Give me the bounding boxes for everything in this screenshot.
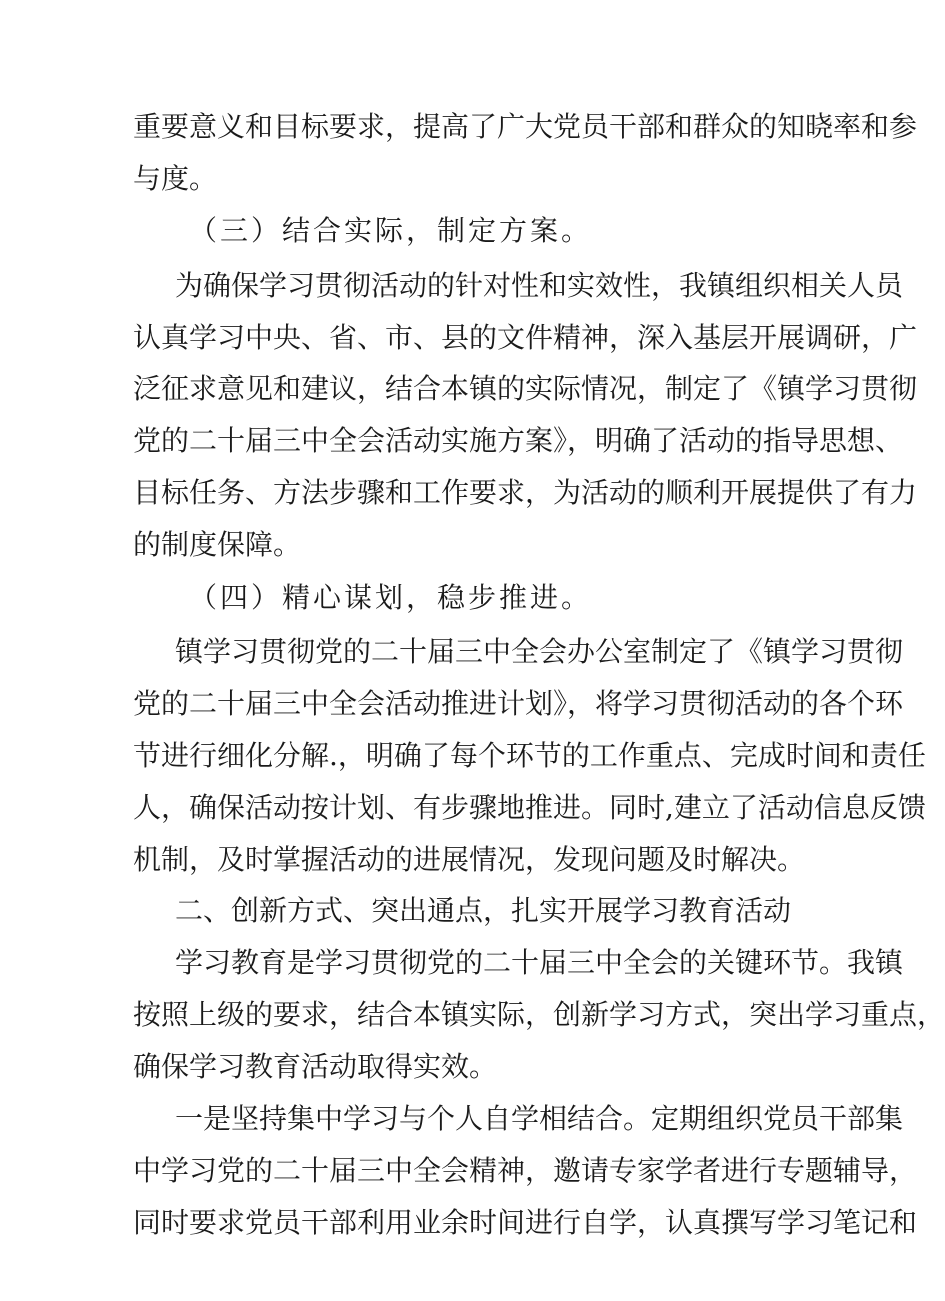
text-line: 与度。 xyxy=(133,162,218,195)
text-line: 为确保学习贯彻活动的针对性和实效性，我镇组织相关人员 xyxy=(175,269,904,302)
text-line: 镇学习贯彻党的二十届三中全会办公室制定了《镇学习贯彻 xyxy=(175,635,904,668)
text-line: 认真学习中央、省、市、县的文件精神，深入基层开展调研，广 xyxy=(133,321,918,354)
text-line: 人，确保活动按计划、有步骤地推进。同时,建立了活动信息反馈 xyxy=(133,791,926,824)
text-line: 重要意义和目标要求，提高了广大党员干部和群众的知晓率和参 xyxy=(133,110,918,143)
text-line: 泛征求意见和建议，结合本镇的实际情况，制定了《镇学习贯彻 xyxy=(133,372,918,405)
text-line: 中学习党的二十届三中全会精神，邀请专家学者进行专题辅导， xyxy=(133,1154,918,1187)
text-line: 确保学习教育活动取得实效。 xyxy=(133,1050,498,1083)
text-line: 党的二十届三中全会活动实施方案》，明确了活动的指导思想、 xyxy=(133,424,904,457)
text-line: 的制度保障。 xyxy=(133,528,302,561)
text-line: 按照上级的要求，结合本镇实际，创新学习方式，突出学习重点， xyxy=(133,998,945,1031)
text-line: 机制，及时掌握活动的进展情况，发现问题及时解决。 xyxy=(133,843,806,876)
text-line: 目标任务、方法步骤和工作要求，为活动的顺利开展提供了有力 xyxy=(133,476,918,509)
text-line: 节进行细化分解.，明确了每个环节的工作重点、完成时间和责任 xyxy=(133,739,926,772)
text-line: 同时要求党员干部利用业余时间进行自学，认真撰写学习笔记和 xyxy=(133,1206,918,1239)
section-heading: （三）结合实际，制定方案。 xyxy=(189,214,593,247)
text-line: 学习教育是学习贯彻党的二十届三中全会的关键环节。我镇 xyxy=(175,946,904,979)
section-heading: 二、创新方式、突出通点，扎实开展学习教育活动 xyxy=(175,894,792,927)
text-line: 党的二十届三中全会活动推进计划》，将学习贯彻活动的各个环 xyxy=(133,687,904,720)
text-line: 一是坚持集中学习与个人自学相结合。定期组织党员干部集 xyxy=(175,1102,904,1135)
section-heading: （四）精心谋划，稳步推进。 xyxy=(189,581,593,614)
